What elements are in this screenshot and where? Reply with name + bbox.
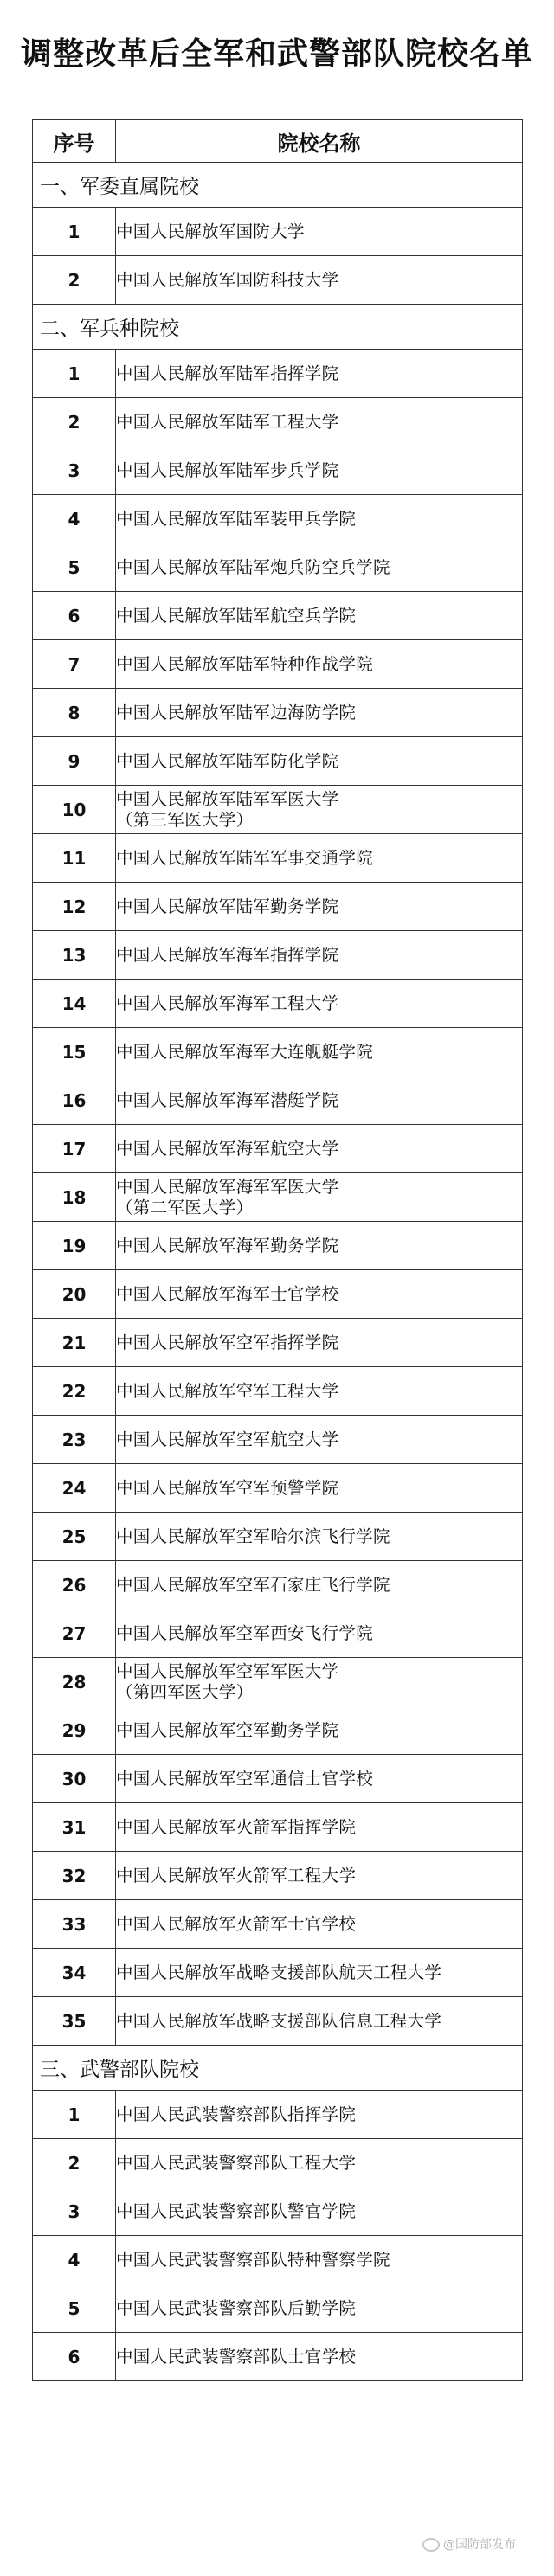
school-name: 中国人民解放军空军工程大学 [116,1380,339,1401]
row-number: 17 [33,1125,116,1173]
school-name-cell [116,495,523,543]
table-row [33,1222,523,1270]
row-number: 1 [33,208,116,256]
table-row [33,2333,523,2381]
row-number: 13 [33,931,116,980]
school-name-cell [116,640,523,689]
school-name-cell [116,1222,523,1270]
table-row [33,208,523,256]
table-row [33,931,523,980]
school-name-cell [116,1609,523,1658]
school-name: 中国人民解放军陆军边海防学院 [116,702,357,723]
watermark [422,2535,516,2553]
school-name-cell [116,1028,523,1076]
school-name: 中国人民武装警察部队警官学院 [116,2200,357,2221]
school-name-cell [116,256,523,305]
row-number: 34 [33,1949,116,1997]
section-row [33,163,523,208]
school-name: 中国人民解放军国防科技大学 [116,269,339,290]
school-former-name: （第三军医大学） [116,809,254,830]
row-number: 31 [33,1803,116,1852]
row-number: 12 [33,883,116,931]
table-row [33,2139,523,2187]
table-row [33,1367,523,1416]
row-number: 19 [33,1222,116,1270]
school-name: 中国人民解放军陆军防化学院 [116,750,339,771]
school-name-cell [116,398,523,446]
school-name-cell [116,1900,523,1949]
school-name: 中国人民解放军国防大学 [116,221,305,241]
school-name-cell [116,1464,523,1513]
school-name-cell [116,1997,523,2046]
table-row [33,1125,523,1173]
school-name: 中国人民解放军海军勤务学院 [116,1235,339,1256]
table-row [33,883,523,931]
school-name-cell [116,2139,523,2187]
weibo-icon [422,2538,440,2552]
school-name-cell [116,1949,523,1997]
school-name: 中国人民解放军陆军军事交通学院 [116,847,374,868]
row-number: 6 [33,2333,116,2381]
school-name: 中国人民解放军空军哈尔滨飞行学院 [116,1526,390,1546]
row-number: 3 [33,2187,116,2236]
table-row [33,495,523,543]
school-name: 中国人民解放军战略支援部队信息工程大学 [116,2010,442,2031]
table-row [33,256,523,305]
row-number: 3 [33,446,116,495]
row-number: 18 [33,1173,116,1222]
school-name-cell [116,980,523,1028]
school-name-cell [116,350,523,398]
table-row [33,1464,523,1513]
school-name: 中国人民解放军陆军工程大学 [116,411,339,432]
table-row [33,1270,523,1319]
row-number: 5 [33,543,116,592]
table-header-row [33,120,523,163]
school-name: 中国人民解放军海军工程大学 [116,992,339,1013]
row-number: 29 [33,1706,116,1755]
row-number: 5 [33,2284,116,2333]
row-number: 15 [33,1028,116,1076]
row-number: 4 [33,495,116,543]
row-number: 4 [33,2236,116,2284]
school-name-cell [116,1561,523,1609]
row-number: 21 [33,1319,116,1367]
table-row [33,1513,523,1561]
school-name: 中国人民解放军陆军装甲兵学院 [116,508,357,529]
column-header-name: 院校名称 [116,120,523,163]
school-name-cell [116,1367,523,1416]
school-name-cell [116,543,523,592]
school-name-cell [116,2091,523,2139]
row-number: 2 [33,398,116,446]
row-number: 16 [33,1076,116,1125]
watermark-text: @国防部发布 [443,2538,516,2552]
school-name-cell [116,834,523,883]
school-name-cell [116,1706,523,1755]
school-name: 中国人民解放军陆军炮兵防空兵学院 [116,556,390,577]
school-name: 中国人民解放军空军西安飞行学院 [116,1622,374,1643]
table-row [33,1658,523,1706]
school-name-cell [116,2236,523,2284]
table-row [33,1900,523,1949]
school-name-cell [116,1513,523,1561]
school-name: 中国人民解放军火箭军士官学校 [116,1913,357,1934]
table-row [33,1803,523,1852]
table-row [33,1852,523,1900]
school-name: 中国人民解放军空军预警学院 [116,1477,339,1498]
row-number: 25 [33,1513,116,1561]
school-name-cell [116,737,523,786]
table-row [33,2187,523,2236]
table-row [33,543,523,592]
school-name: 中国人民解放军陆军特种作战学院 [116,653,374,674]
school-name: 中国人民解放军海军大连舰艇学院 [116,1041,374,1062]
section-label: 二、军兵种院校 [33,305,523,350]
school-name: 中国人民解放军陆军步兵学院 [116,459,339,480]
school-name-cell [116,592,523,640]
school-name-cell [116,931,523,980]
school-name: 中国人民解放军战略支援部队航天工程大学 [116,1962,442,1982]
schools-table [32,119,523,2381]
school-name-cell [116,1803,523,1852]
table-row [33,1416,523,1464]
school-name: 中国人民解放军海军航空大学 [116,1138,339,1159]
school-name: 中国人民解放军空军勤务学院 [116,1719,339,1740]
row-number: 8 [33,689,116,737]
school-former-name: （第四军医大学） [116,1681,254,1702]
school-name-cell [116,786,523,834]
section-label: 三、武警部队院校 [33,2046,523,2091]
school-name: 中国人民解放军海军指挥学院 [116,944,339,965]
table-row [33,689,523,737]
school-name: 中国人民武装警察部队工程大学 [116,2152,357,2173]
column-header-number: 序号 [33,120,116,163]
school-name: 中国人民解放军陆军航空兵学院 [116,605,357,626]
row-number: 2 [33,256,116,305]
table-row [33,786,523,834]
school-name: 中国人民解放军空军航空大学 [116,1429,339,1449]
table-row [33,1609,523,1658]
school-name-cell [116,1852,523,1900]
row-number: 32 [33,1852,116,1900]
row-number: 23 [33,1416,116,1464]
section-row [33,2046,523,2091]
table-row [33,1319,523,1367]
row-number: 1 [33,350,116,398]
school-name: 中国人民解放军海军军医大学 [116,1176,339,1197]
row-number: 22 [33,1367,116,1416]
row-number: 11 [33,834,116,883]
school-name-cell [116,1270,523,1319]
table-row [33,1028,523,1076]
row-number: 30 [33,1755,116,1803]
school-name: 中国人民解放军海军士官学校 [116,1283,339,1304]
table-row [33,446,523,495]
page-title: 调整改革后全军和武警部队院校名单 [20,36,533,72]
table-row [33,398,523,446]
row-number: 20 [33,1270,116,1319]
section-row [33,305,523,350]
table-row [33,592,523,640]
table-row [33,2236,523,2284]
school-name: 中国人民武装警察部队后勤学院 [116,2297,357,2318]
school-name-cell [116,1755,523,1803]
table-row [33,2091,523,2139]
row-number: 28 [33,1658,116,1706]
school-name: 中国人民解放军火箭军工程大学 [116,1865,357,1885]
school-name: 中国人民武装警察部队指挥学院 [116,2104,357,2124]
row-number: 6 [33,592,116,640]
school-name-cell [116,883,523,931]
school-name-cell [116,208,523,256]
school-name: 中国人民解放军空军指挥学院 [116,1332,339,1352]
table-row [33,1173,523,1222]
school-name: 中国人民解放军空军通信士官学校 [116,1768,374,1789]
row-number: 24 [33,1464,116,1513]
table-row [33,2284,523,2333]
row-number: 33 [33,1900,116,1949]
school-name-cell [116,1658,523,1706]
table-row [33,1997,523,2046]
row-number: 2 [33,2139,116,2187]
school-name-cell [116,1173,523,1222]
row-number: 26 [33,1561,116,1609]
row-number: 7 [33,640,116,689]
row-number: 35 [33,1997,116,2046]
school-name: 中国人民解放军海军潜艇学院 [116,1089,339,1110]
row-number: 9 [33,737,116,786]
school-name: 中国人民解放军空军军医大学 [116,1661,339,1681]
school-name-cell [116,2333,523,2381]
school-name-cell [116,446,523,495]
table-row [33,1706,523,1755]
school-name-cell [116,689,523,737]
section-label: 一、军委直属院校 [33,163,523,208]
table-row [33,1949,523,1997]
table-row [33,1561,523,1609]
school-name: 中国人民解放军空军石家庄飞行学院 [116,1574,390,1595]
table-row [33,980,523,1028]
table-row [33,737,523,786]
table-row [33,350,523,398]
table-row [33,1076,523,1125]
school-name-cell [116,1125,523,1173]
school-name-cell [116,2187,523,2236]
row-number: 27 [33,1609,116,1658]
school-name: 中国人民武装警察部队士官学校 [116,2346,357,2367]
school-name-cell [116,2284,523,2333]
school-name: 中国人民解放军火箭军指挥学院 [116,1816,357,1837]
school-name: 中国人民解放军陆军指挥学院 [116,363,339,383]
school-name: 中国人民解放军陆军军医大学 [116,788,339,809]
row-number: 14 [33,980,116,1028]
school-name: 中国人民武装警察部队特种警察学院 [116,2249,390,2270]
school-name-cell [116,1076,523,1125]
table-row [33,640,523,689]
row-number: 1 [33,2091,116,2139]
row-number: 10 [33,786,116,834]
table-row [33,1755,523,1803]
school-name-cell [116,1416,523,1464]
school-former-name: （第二军医大学） [116,1197,254,1217]
table-row [33,834,523,883]
school-name: 中国人民解放军陆军勤务学院 [116,896,339,916]
school-name-cell [116,1319,523,1367]
